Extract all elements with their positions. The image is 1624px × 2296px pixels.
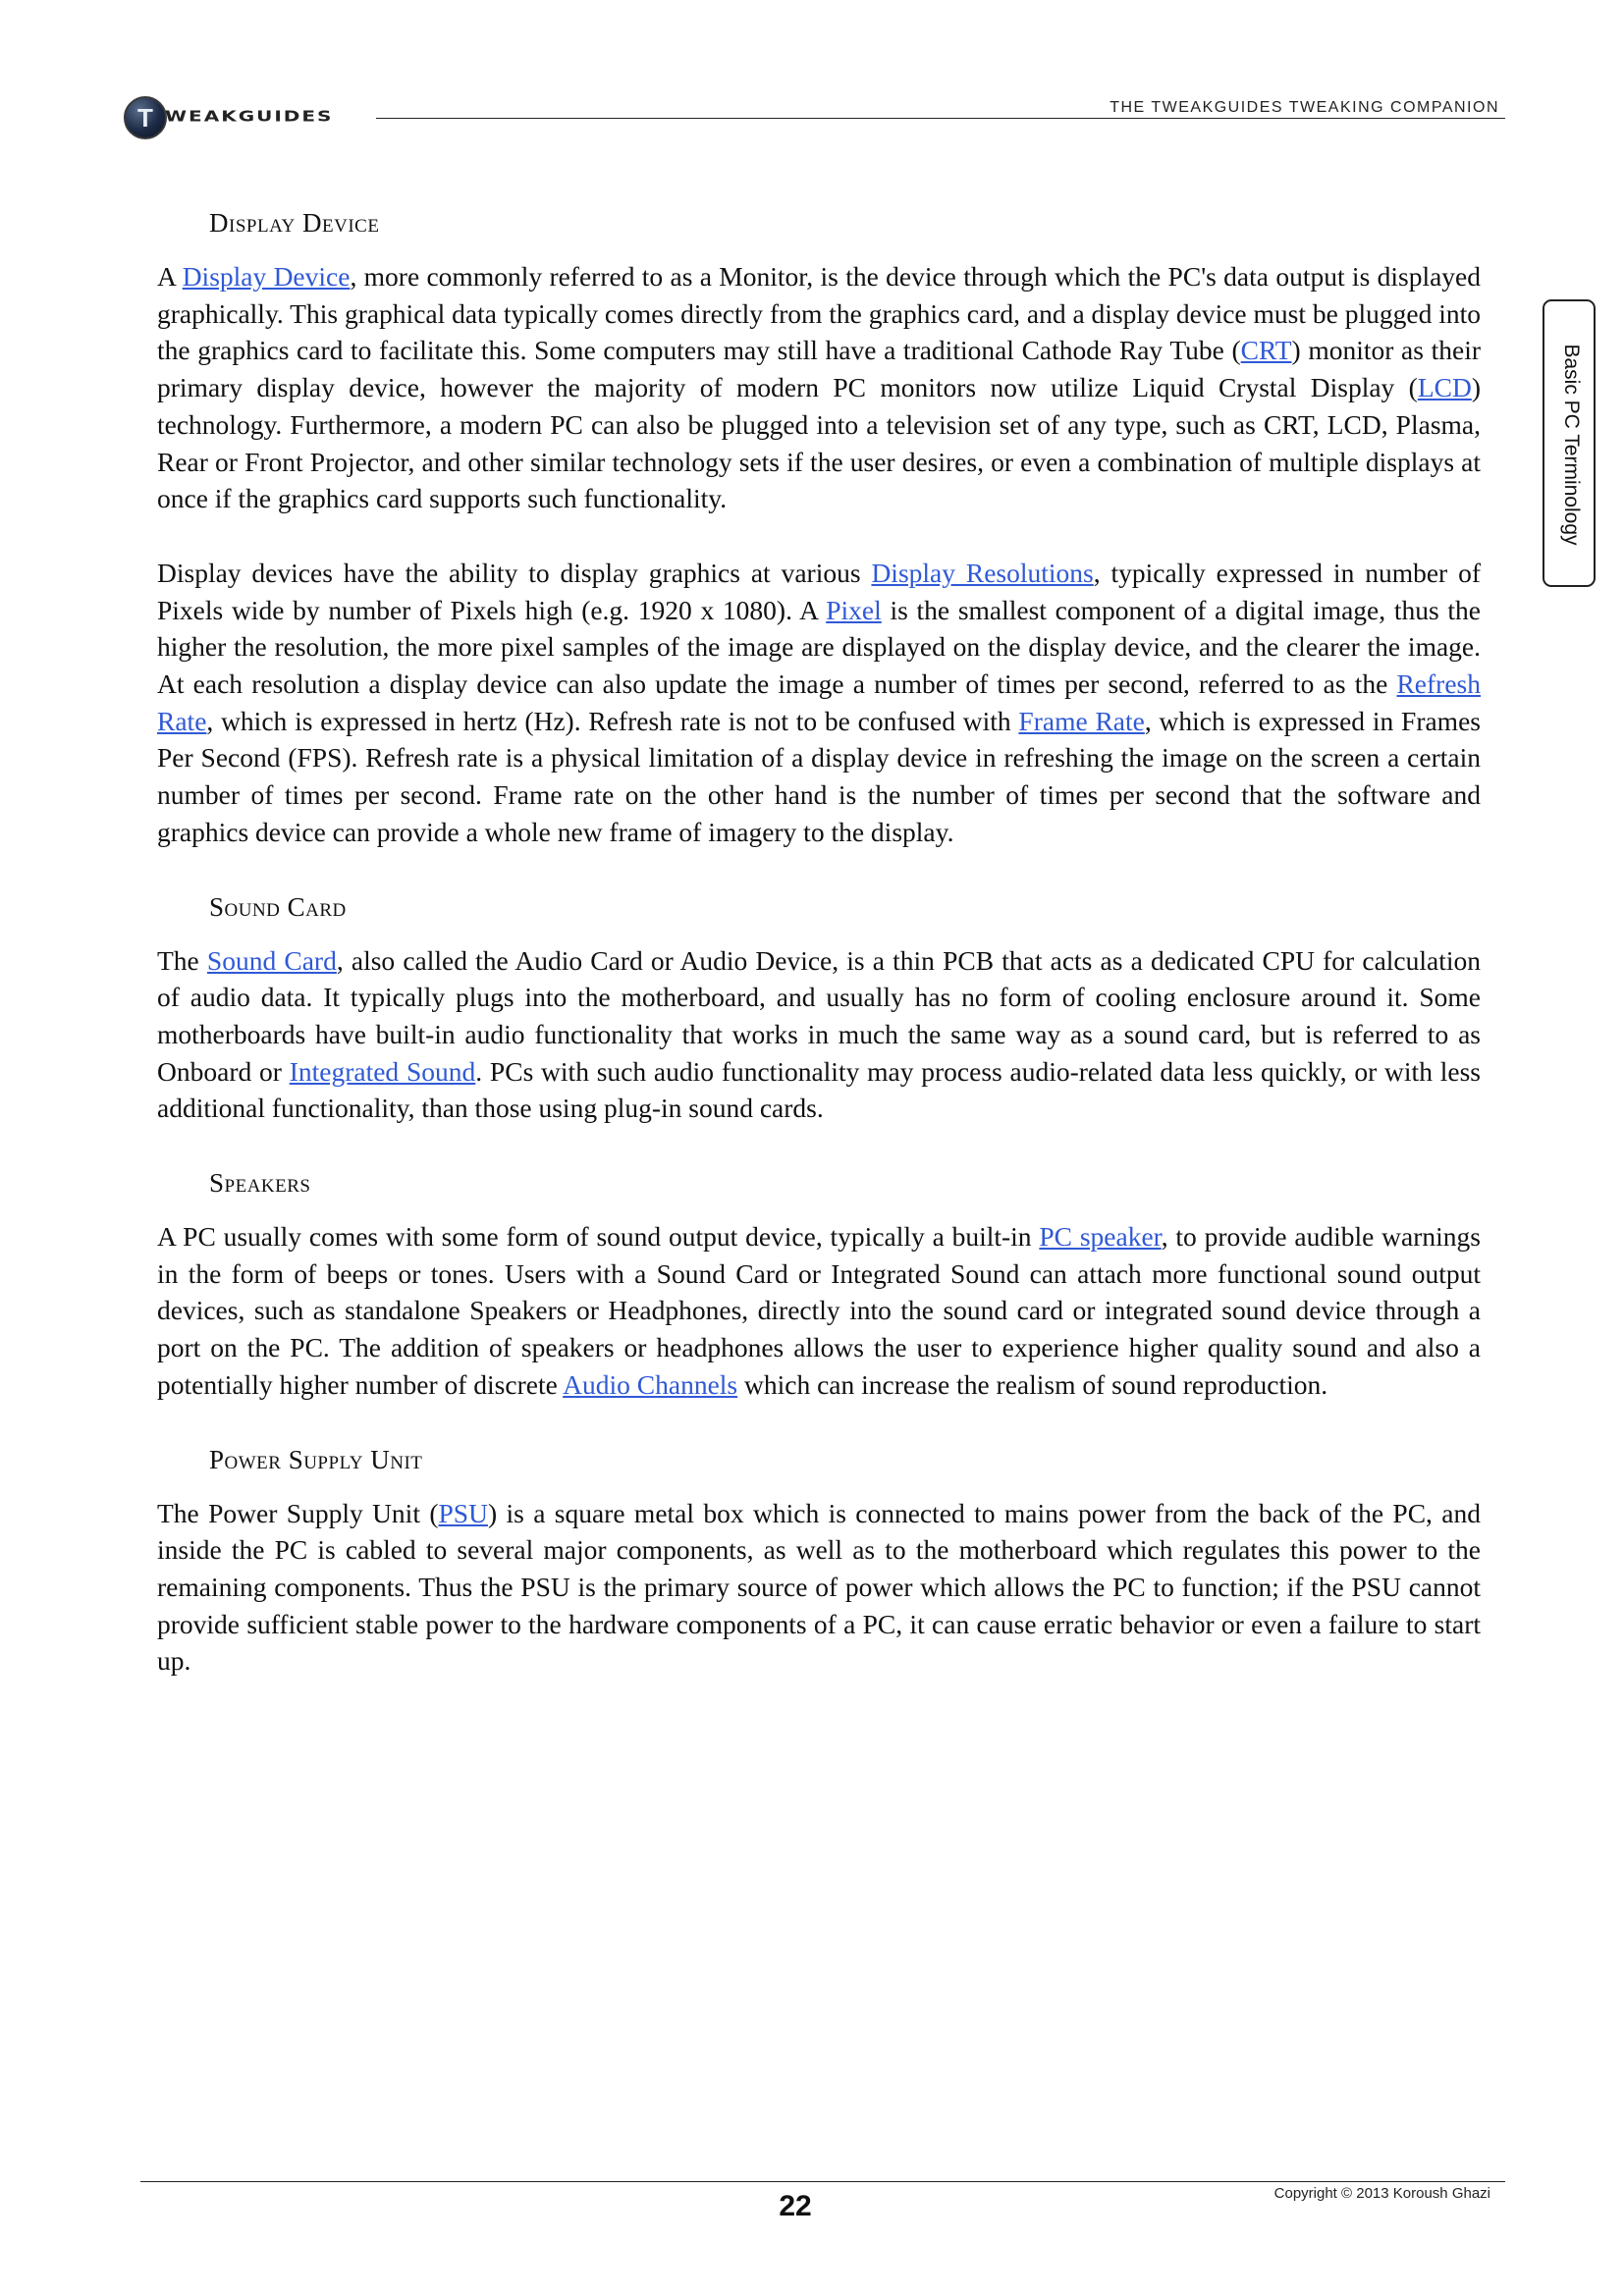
hyperlink[interactable]: PC speaker [1039,1221,1162,1253]
chapter-side-tab [1543,299,1596,587]
paragraph-text: A PC usually comes with some form of sound output device, typically a built-in [157,1221,1040,1253]
logo-letter: T [137,103,153,133]
paragraph-text: , more commonly referred to as a Monitor, is the device through which the PC's data output is displayed graphically. This graphical data typically comes directly from the graphics card, and a display device must be plugged into the graphics card to facilitate this. Some computers may still have a traditional Cathode Ray Tube ( [157,261,1481,366]
paragraph-text: which can increase the realism of sound reproduction. [737,1368,1328,1400]
section-heading: Power Supply Unit [209,1444,423,1474]
page-content [157,204,1481,1717]
running-title: THE TWEAKGUIDES TWEAKING COMPANION [1110,99,1499,116]
section-heading: Display Device [209,208,380,238]
hyperlink[interactable]: Display Resolutions [871,557,1094,588]
paragraph-text: , to provide audible warnings in the form of beeps or tones. Users with a Sound Card or Integrated Sound can attach more functional sound output devices, such as standalone Speakers or Headphones, directly into the sound card or integrated sound device through a port on the PC. The addition of speakers or headphones allows the user to experience higher quality sound and also a potentially higher number of discrete [157,1221,1481,1400]
hyperlink[interactable]: LCD [1417,372,1472,403]
paragraph-text: . PCs with such audio functionality may process audio-related data less quickly, or with less additional functionality, than those using plug-in sound cards. [157,1055,1481,1124]
tweakguides-logo [122,96,362,143]
paragraph-text: ) technology. Furthermore, a modern PC can also be plugged into a television set of any type, such as CRT, LCD, Plasma, Rear or Front Projector, and other similar technology sets if the user desires, or even a combination of multiple displays at once if the graphics card supports such functionality. [157,372,1481,514]
logo-globe-icon [124,96,167,139]
paragraph-text: The [157,944,207,976]
chapter-side-tab-label: Basic PC Terminology [1560,344,1583,546]
body-paragraph [157,555,1481,851]
paragraph-text: , also called the Audio Card or Audio Device, is a thin PCB that acts as a dedicated CPU for calculation of audio data. It typically plugs into the motherboard, and usually has no form of cooling enclosure around it. Some motherboards have built-in audio functionality that works in much the same way as a sound card, but is referred to as Onboard or [157,944,1482,1087]
copyright-notice: Copyright © 2013 Koroush Ghazi [1273,2185,1490,2202]
hyperlink[interactable]: CRT [1240,335,1292,366]
paragraph-text: A [157,261,183,292]
paragraph-text: , which is expressed in hertz (Hz). Refresh rate is not to be confused with [206,705,1019,736]
hyperlink[interactable]: Refresh Rate [157,668,1481,736]
paragraph-text: ) is a square metal box which is connected to mains power from the back of the PC, and inside the PC is cabled to several major components, as well as to the motherboard which regulates this power to the remaining components. Thus the PSU is the primary source of power which allows the PC to function; if the PSU cannot provide sufficient stable power to the hardware components of a PC, it can cause erratic behavior or even a failure to start up. [157,1497,1481,1677]
hyperlink[interactable]: Integrated Sound [289,1055,476,1087]
page-number: 22 [779,2190,812,2222]
paragraph-text: , which is expressed in Frames Per Second (FPS). Refresh rate is a physical limitation of a display device in refreshing the image on the screen a certain number of times per second. Frame rate on the other hand is the number of times per second that the software and graphics device can provide a whole new frame of imagery to the display. [157,705,1481,847]
body-paragraph [157,942,1481,1128]
body-paragraph [157,1218,1481,1404]
hyperlink[interactable]: PSU [438,1497,488,1528]
section-heading: Sound Card [209,891,347,922]
paragraph-text: , typically expressed in number of Pixels wide by number of Pixels high (e.g. 1920 x 1080). A [157,557,1482,625]
hyperlink[interactable]: Audio Channels [563,1368,738,1400]
paragraph-text: Display devices have the ability to display graphics at various [157,557,872,588]
paragraph-text: ) monitor as their primary display device, however the majority of modern PC monitors now utilize Liquid Crystal Display ( [157,335,1481,403]
footer-rule [140,2181,1505,2182]
hyperlink[interactable]: Display Device [182,261,351,292]
hyperlink[interactable]: Pixel [826,594,882,625]
hyperlink[interactable]: Frame Rate [1018,705,1145,736]
logo-wordmark: WEAKGUIDES [165,107,334,125]
section-heading: Speakers [209,1168,311,1199]
header-rule [376,118,1505,119]
paragraph-text: The Power Supply Unit ( [157,1497,439,1528]
hyperlink[interactable]: Sound Card [206,944,337,976]
body-paragraph [157,258,1481,517]
paragraph-text: is the smallest component of a digital image, thus the higher the resolution, the more pixel samples of the image are displayed on the display device, and the clearer the image. At each resolution a display device can also update the image a number of times per second, referred to as the [157,594,1481,700]
body-paragraph [157,1495,1481,1681]
